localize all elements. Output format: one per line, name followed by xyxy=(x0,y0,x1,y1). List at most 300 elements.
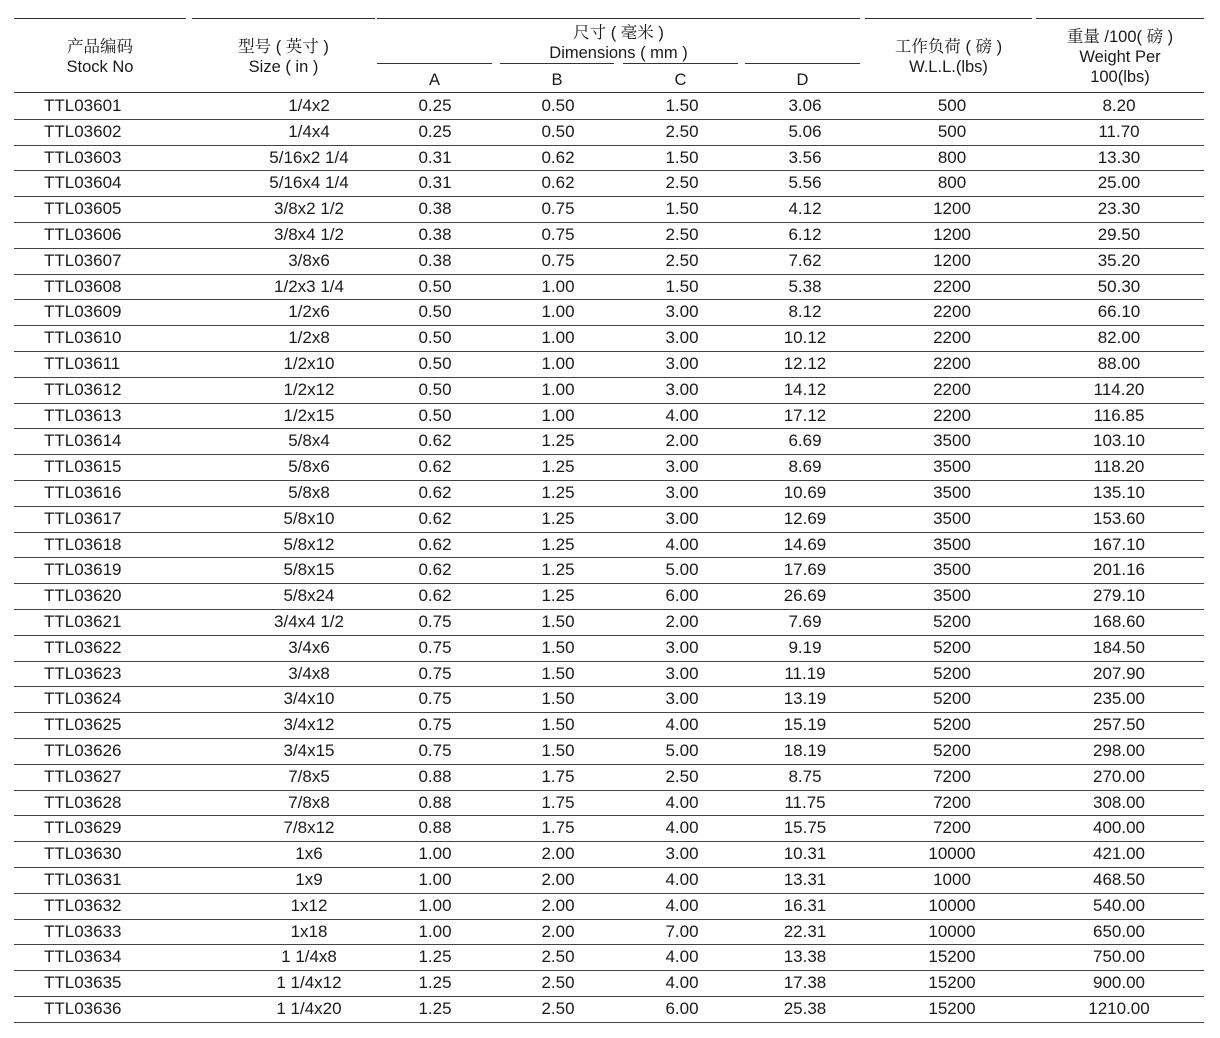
size-cell: 3/4x12 xyxy=(283,715,335,735)
table-row xyxy=(14,171,1204,197)
weight-cell: 257.50 xyxy=(1093,715,1145,735)
stock-no-cell: TTL03619 xyxy=(44,560,122,580)
dim-b-cell: 2.50 xyxy=(541,998,575,1018)
dim-a-cell: 1.00 xyxy=(418,921,452,941)
dim-a-cell: 0.25 xyxy=(418,96,452,115)
size-cell: 1/4x4 xyxy=(288,121,330,141)
dim-d-cell: 7.69 xyxy=(788,611,822,631)
dim-d-cell: 3.06 xyxy=(788,96,822,115)
table-row xyxy=(14,558,1204,584)
table-row xyxy=(14,507,1204,533)
size-cell: 1x12 xyxy=(290,895,328,915)
weight-cell: 207.90 xyxy=(1093,663,1145,683)
stock-no-cell: TTL03609 xyxy=(44,302,122,322)
table-row xyxy=(14,997,1204,1023)
table-row xyxy=(14,326,1204,352)
dim-d-cell: 10.69 xyxy=(783,482,827,502)
dim-d-cell: 22.31 xyxy=(783,921,827,941)
dim-a-cell: 0.62 xyxy=(418,431,452,451)
dim-b-cell: 0.75 xyxy=(541,250,575,270)
wll-cell: 2200 xyxy=(933,353,971,373)
stock-no-cell: TTL03613 xyxy=(44,405,122,425)
dim-d-cell: 8.12 xyxy=(788,302,822,322)
dim-d-cell: 13.31 xyxy=(783,869,827,889)
dim-a-cell: 1.25 xyxy=(418,998,452,1018)
header-col-b: B xyxy=(551,71,563,89)
weight-cell: 167.10 xyxy=(1093,534,1145,554)
wll-cell: 15200 xyxy=(928,973,976,993)
size-cell: 7/8x8 xyxy=(288,792,330,812)
stock-no-cell: TTL03606 xyxy=(44,224,122,244)
size-cell: 7/8x5 xyxy=(288,766,330,786)
stock-no-cell: TTL03605 xyxy=(44,199,122,219)
wll-cell: 1200 xyxy=(933,224,971,244)
dim-d-cell: 26.69 xyxy=(783,586,827,606)
stock-no-cell: TTL03601 xyxy=(44,96,122,115)
table-row xyxy=(14,249,1204,275)
dim-a-cell: 1.25 xyxy=(418,973,452,993)
weight-cell: 650.00 xyxy=(1093,921,1145,941)
dim-c-cell: 4.00 xyxy=(665,792,699,812)
wll-cell: 1200 xyxy=(933,199,971,219)
stock-no-cell: TTL03625 xyxy=(44,715,122,735)
wll-cell: 10000 xyxy=(928,895,976,915)
stock-no-cell: TTL03636 xyxy=(44,998,122,1018)
size-cell: 5/8x10 xyxy=(283,508,335,528)
stock-no-cell: TTL03623 xyxy=(44,663,122,683)
dim-d-cell: 5.06 xyxy=(788,121,822,141)
wll-cell: 3500 xyxy=(933,431,971,451)
weight-cell: 153.60 xyxy=(1093,508,1145,528)
dim-b-cell: 2.00 xyxy=(541,844,575,864)
weight-cell: 298.00 xyxy=(1093,740,1145,760)
table-row xyxy=(14,481,1204,507)
size-cell: 5/8x12 xyxy=(283,534,335,554)
dim-c-cell: 5.00 xyxy=(665,560,699,580)
dim-d-cell: 8.75 xyxy=(788,766,822,786)
dim-a-cell: 0.50 xyxy=(418,276,452,296)
dim-c-cell: 6.00 xyxy=(665,998,699,1018)
dim-c-cell: 1.50 xyxy=(665,199,699,219)
weight-cell: 201.16 xyxy=(1093,560,1145,580)
dim-a-cell: 0.75 xyxy=(418,663,452,683)
size-cell: 3/8x2 1/2 xyxy=(274,199,344,219)
size-cell: 1/2x8 xyxy=(288,328,330,348)
dim-c-cell: 3.00 xyxy=(665,353,699,373)
dim-b-cell: 1.50 xyxy=(541,637,575,657)
dim-d-cell: 5.56 xyxy=(788,173,822,193)
stock-no-cell: TTL03630 xyxy=(44,844,122,864)
size-cell: 1x6 xyxy=(295,844,323,864)
table-row xyxy=(14,455,1204,481)
stock-no-cell: TTL03634 xyxy=(44,947,122,967)
dim-a-cell: 0.75 xyxy=(418,611,452,631)
header-weight-en-1: Weight Per xyxy=(1079,48,1161,66)
dim-a-cell: 0.38 xyxy=(418,224,452,244)
header-stock-no xyxy=(14,37,186,77)
table-row xyxy=(14,197,1204,223)
dim-a-cell: 1.25 xyxy=(418,947,452,967)
dim-c-cell: 2.00 xyxy=(665,611,699,631)
dim-d-cell: 25.38 xyxy=(783,998,827,1018)
weight-cell: 308.00 xyxy=(1093,792,1145,812)
dim-a-cell: 0.38 xyxy=(418,250,452,270)
size-cell: 1x9 xyxy=(295,869,323,889)
dim-b-cell: 1.50 xyxy=(541,740,575,760)
size-cell: 3/8x6 xyxy=(288,250,330,270)
wll-cell: 5200 xyxy=(933,689,971,709)
dim-a-cell: 0.38 xyxy=(418,199,452,219)
dim-b-cell: 1.25 xyxy=(541,534,575,554)
table-row xyxy=(14,300,1204,326)
size-cell: 5/8x4 xyxy=(288,431,330,451)
dim-b-cell: 0.50 xyxy=(541,96,575,115)
weight-cell: 25.00 xyxy=(1097,173,1141,193)
dim-a-cell: 1.00 xyxy=(418,844,452,864)
weight-cell: 82.00 xyxy=(1097,328,1141,348)
dim-c-cell: 4.00 xyxy=(665,534,699,554)
stock-no-cell: TTL03620 xyxy=(44,586,122,606)
dim-d-cell: 16.31 xyxy=(783,895,827,915)
dim-c-cell: 4.00 xyxy=(665,895,699,915)
dim-d-cell: 9.19 xyxy=(788,637,822,657)
table-row xyxy=(14,816,1204,842)
table-row xyxy=(14,146,1204,172)
dim-b-cell: 1.00 xyxy=(541,353,575,373)
weight-cell: 116.85 xyxy=(1093,405,1145,425)
dim-b-cell: 0.75 xyxy=(541,224,575,244)
wll-cell: 7200 xyxy=(933,766,971,786)
dim-b-cell: 1.50 xyxy=(541,663,575,683)
size-cell: 1/2x10 xyxy=(283,353,335,373)
dim-c-cell: 4.00 xyxy=(665,818,699,838)
dim-a-cell: 0.62 xyxy=(418,482,452,502)
size-cell: 3/4x15 xyxy=(283,740,335,760)
dim-a-cell: 1.00 xyxy=(418,869,452,889)
size-cell: 1/4x2 xyxy=(288,96,330,115)
wll-cell: 1000 xyxy=(933,869,971,889)
dim-b-cell: 0.75 xyxy=(541,199,575,219)
size-cell: 3/4x10 xyxy=(283,689,335,709)
dim-d-cell: 13.19 xyxy=(783,689,827,709)
wll-cell: 500 xyxy=(937,121,967,141)
dim-d-cell: 17.38 xyxy=(783,973,827,993)
size-cell: 1 1/4x20 xyxy=(276,998,342,1018)
size-cell: 1/2x6 xyxy=(288,302,330,322)
stock-no-cell: TTL03627 xyxy=(44,766,122,786)
dim-d-cell: 17.69 xyxy=(783,560,827,580)
size-cell: 7/8x12 xyxy=(283,818,335,838)
weight-cell: 900.00 xyxy=(1093,973,1145,993)
wll-cell: 3500 xyxy=(933,534,971,554)
weight-cell: 50.30 xyxy=(1097,276,1141,296)
weight-cell: 8.20 xyxy=(1102,96,1136,115)
table-header xyxy=(14,0,1204,94)
dim-c-cell: 6.00 xyxy=(665,586,699,606)
dim-d-cell: 17.12 xyxy=(783,405,827,425)
dim-c-cell: 3.00 xyxy=(665,302,699,322)
dim-b-cell: 1.25 xyxy=(541,457,575,477)
dim-a-cell: 0.88 xyxy=(418,766,452,786)
weight-cell: 184.50 xyxy=(1093,637,1145,657)
dim-c-cell: 1.50 xyxy=(665,96,699,115)
dim-c-cell: 5.00 xyxy=(665,740,699,760)
weight-cell: 66.10 xyxy=(1097,302,1141,322)
weight-cell: 270.00 xyxy=(1093,766,1145,786)
dim-d-cell: 11.75 xyxy=(784,792,826,812)
header-size xyxy=(192,37,375,77)
size-cell: 3/4x8 xyxy=(288,663,330,683)
dim-c-cell: 1.50 xyxy=(665,276,699,296)
table-row xyxy=(14,352,1204,378)
dim-d-cell: 12.69 xyxy=(783,508,827,528)
stock-no-cell: TTL03626 xyxy=(44,740,122,760)
header-top-rule xyxy=(865,18,1032,19)
wll-cell: 5200 xyxy=(933,637,971,657)
weight-cell: 750.00 xyxy=(1093,947,1145,967)
header-stock-en: Stock No xyxy=(66,58,134,76)
dim-d-cell: 14.69 xyxy=(783,534,827,554)
weight-cell: 168.60 xyxy=(1093,611,1145,631)
stock-no-cell: TTL03621 xyxy=(44,611,122,631)
dim-d-cell: 6.12 xyxy=(788,224,822,244)
dim-d-cell: 15.75 xyxy=(783,818,827,838)
dim-a-cell: 0.50 xyxy=(418,405,452,425)
dimensions-sub-rule xyxy=(623,63,738,64)
table-row xyxy=(14,713,1204,739)
size-cell: 5/8x6 xyxy=(288,457,330,477)
weight-cell: 1210.00 xyxy=(1088,998,1150,1018)
wll-cell: 3500 xyxy=(933,586,971,606)
dim-d-cell: 11.19 xyxy=(784,663,826,683)
dim-c-cell: 3.00 xyxy=(665,637,699,657)
header-size-en: Size ( in ) xyxy=(248,58,319,76)
header-weight-cn: 重量 /100( 磅 ) xyxy=(1066,28,1174,46)
stock-no-cell: TTL03615 xyxy=(44,457,122,477)
dim-c-cell: 4.00 xyxy=(665,869,699,889)
dim-a-cell: 0.31 xyxy=(418,173,452,193)
weight-cell: 421.00 xyxy=(1093,844,1145,864)
table-body xyxy=(14,94,1204,1023)
stock-no-cell: TTL03608 xyxy=(44,276,122,296)
dim-c-cell: 3.00 xyxy=(665,844,699,864)
stock-no-cell: TTL03614 xyxy=(44,431,122,451)
weight-cell: 468.50 xyxy=(1093,869,1145,889)
wll-cell: 2200 xyxy=(933,276,971,296)
table-row xyxy=(14,868,1204,894)
header-size-cn: 型号 ( 英寸 ) xyxy=(238,38,329,56)
size-cell: 1/2x12 xyxy=(283,379,335,399)
dim-a-cell: 0.50 xyxy=(418,353,452,373)
dim-b-cell: 2.00 xyxy=(541,895,575,915)
dim-a-cell: 0.62 xyxy=(418,457,452,477)
header-weight-en-2: 100(lbs) xyxy=(1090,68,1150,86)
size-cell: 3/4x6 xyxy=(288,637,330,657)
stock-no-cell: TTL03618 xyxy=(44,534,122,554)
table-row xyxy=(14,120,1204,146)
dim-d-cell: 6.69 xyxy=(788,431,822,451)
dim-a-cell: 0.62 xyxy=(418,508,452,528)
dim-d-cell: 10.31 xyxy=(783,844,827,864)
dim-b-cell: 1.00 xyxy=(541,405,575,425)
dim-a-cell: 1.00 xyxy=(418,895,452,915)
dim-a-cell: 0.50 xyxy=(418,379,452,399)
table-row xyxy=(14,533,1204,559)
header-wll-en: W.L.L.(lbs) xyxy=(909,58,988,76)
header-top-rule xyxy=(192,18,375,19)
weight-cell: 235.00 xyxy=(1093,689,1145,709)
dim-a-cell: 0.88 xyxy=(418,818,452,838)
dim-d-cell: 5.38 xyxy=(788,276,822,296)
table-row xyxy=(14,662,1204,688)
size-cell: 1 1/4x8 xyxy=(281,947,337,967)
dim-b-cell: 0.62 xyxy=(541,173,575,193)
dim-a-cell: 0.31 xyxy=(418,147,452,167)
size-cell: 5/16x2 1/4 xyxy=(269,147,349,167)
dim-d-cell: 12.12 xyxy=(783,353,827,373)
dim-a-cell: 0.62 xyxy=(418,534,452,554)
dim-b-cell: 1.00 xyxy=(541,302,575,322)
header-col-a: A xyxy=(428,71,440,89)
weight-cell: 11.70 xyxy=(1098,121,1140,141)
header-wll xyxy=(865,37,1032,77)
table-row xyxy=(14,842,1204,868)
weight-cell: 35.20 xyxy=(1097,250,1141,270)
stock-no-cell: TTL03632 xyxy=(44,895,122,915)
dim-c-cell: 3.00 xyxy=(665,379,699,399)
stock-no-cell: TTL03622 xyxy=(44,637,122,657)
dim-b-cell: 0.62 xyxy=(541,147,575,167)
header-dim-en: Dimensions ( mm ) xyxy=(549,44,688,62)
weight-cell: 135.10 xyxy=(1093,482,1145,502)
dim-d-cell: 3.56 xyxy=(788,147,822,167)
table-row xyxy=(14,687,1204,713)
weight-cell: 114.20 xyxy=(1093,379,1145,399)
table-row xyxy=(14,945,1204,971)
dim-b-cell: 1.25 xyxy=(541,431,575,451)
dim-b-cell: 2.00 xyxy=(541,869,575,889)
stock-no-cell: TTL03616 xyxy=(44,482,122,502)
header-top-rule xyxy=(1036,18,1204,19)
weight-cell: 540.00 xyxy=(1093,895,1145,915)
dim-a-cell: 0.62 xyxy=(418,560,452,580)
dim-b-cell: 1.00 xyxy=(541,328,575,348)
wll-cell: 5200 xyxy=(933,663,971,683)
weight-cell: 23.30 xyxy=(1097,199,1141,219)
dim-b-cell: 0.50 xyxy=(541,121,575,141)
dim-c-cell: 4.00 xyxy=(665,405,699,425)
wll-cell: 800 xyxy=(937,147,967,167)
table-row xyxy=(14,739,1204,765)
table-row xyxy=(14,971,1204,997)
header-stock-cn: 产品编码 xyxy=(67,38,133,56)
dim-c-cell: 2.00 xyxy=(665,431,699,451)
size-cell: 3/8x4 1/2 xyxy=(274,224,344,244)
weight-cell: 279.10 xyxy=(1093,586,1145,606)
wll-cell: 15200 xyxy=(928,998,976,1018)
dimensions-sub-rule xyxy=(745,63,860,64)
size-cell: 5/16x4 1/4 xyxy=(269,173,349,193)
weight-cell: 29.50 xyxy=(1097,224,1141,244)
dim-b-cell: 1.25 xyxy=(541,560,575,580)
dim-a-cell: 0.62 xyxy=(418,586,452,606)
wll-cell: 1200 xyxy=(933,250,971,270)
dimensions-sub-rule xyxy=(377,63,492,64)
dim-c-cell: 3.00 xyxy=(665,328,699,348)
wll-cell: 5200 xyxy=(933,715,971,735)
wll-cell: 800 xyxy=(937,173,967,193)
dim-c-cell: 2.50 xyxy=(665,224,699,244)
table-row xyxy=(14,584,1204,610)
weight-cell: 88.00 xyxy=(1097,353,1141,373)
stock-no-cell: TTL03617 xyxy=(44,508,122,528)
dim-b-cell: 2.50 xyxy=(541,947,575,967)
spec-table xyxy=(14,0,1204,1018)
header-dimensions xyxy=(377,23,860,63)
wll-cell: 3500 xyxy=(933,457,971,477)
dim-d-cell: 13.38 xyxy=(783,947,827,967)
dim-d-cell: 18.19 xyxy=(783,740,827,760)
wll-cell: 7200 xyxy=(933,818,971,838)
wll-cell: 3500 xyxy=(933,482,971,502)
wll-cell: 5200 xyxy=(933,740,971,760)
size-cell: 5/8x8 xyxy=(288,482,330,502)
dim-c-cell: 7.00 xyxy=(665,921,699,941)
dim-b-cell: 1.25 xyxy=(541,508,575,528)
dim-c-cell: 4.00 xyxy=(665,947,699,967)
table-row xyxy=(14,765,1204,791)
header-wll-cn: 工作负荷 ( 磅 ) xyxy=(894,38,1003,56)
size-cell: 1x18 xyxy=(290,921,328,941)
dim-c-cell: 2.50 xyxy=(665,250,699,270)
dim-a-cell: 0.50 xyxy=(418,302,452,322)
wll-cell: 10000 xyxy=(928,921,976,941)
table-row xyxy=(14,429,1204,455)
dim-a-cell: 0.75 xyxy=(418,637,452,657)
dim-d-cell: 15.19 xyxy=(783,715,827,735)
wll-cell: 2200 xyxy=(933,405,971,425)
table-row xyxy=(14,404,1204,430)
dim-c-cell: 4.00 xyxy=(665,973,699,993)
wll-cell: 3500 xyxy=(933,560,971,580)
dim-c-cell: 3.00 xyxy=(665,689,699,709)
dim-b-cell: 1.75 xyxy=(541,792,575,812)
dim-a-cell: 0.75 xyxy=(418,689,452,709)
dimensions-sub-rule xyxy=(500,63,614,64)
dim-c-cell: 1.50 xyxy=(665,147,699,167)
table-row xyxy=(14,223,1204,249)
size-cell: 3/4x4 1/2 xyxy=(274,611,344,631)
wll-cell: 15200 xyxy=(928,947,976,967)
wll-cell: 10000 xyxy=(928,844,976,864)
dim-c-cell: 4.00 xyxy=(665,715,699,735)
table-row xyxy=(14,610,1204,636)
wll-cell: 2200 xyxy=(933,379,971,399)
stock-no-cell: TTL03628 xyxy=(44,792,122,812)
wll-cell: 5200 xyxy=(933,611,971,631)
dim-c-cell: 2.50 xyxy=(665,121,699,141)
size-cell: 5/8x24 xyxy=(283,586,335,606)
dim-d-cell: 10.12 xyxy=(783,328,827,348)
wll-cell: 2200 xyxy=(933,328,971,348)
dim-c-cell: 3.00 xyxy=(665,508,699,528)
header-weight xyxy=(1036,27,1204,87)
dim-b-cell: 1.50 xyxy=(541,689,575,709)
dim-b-cell: 1.75 xyxy=(541,766,575,786)
stock-no-cell: TTL03624 xyxy=(44,689,122,709)
size-cell: 5/8x15 xyxy=(283,560,335,580)
dim-c-cell: 3.00 xyxy=(665,482,699,502)
